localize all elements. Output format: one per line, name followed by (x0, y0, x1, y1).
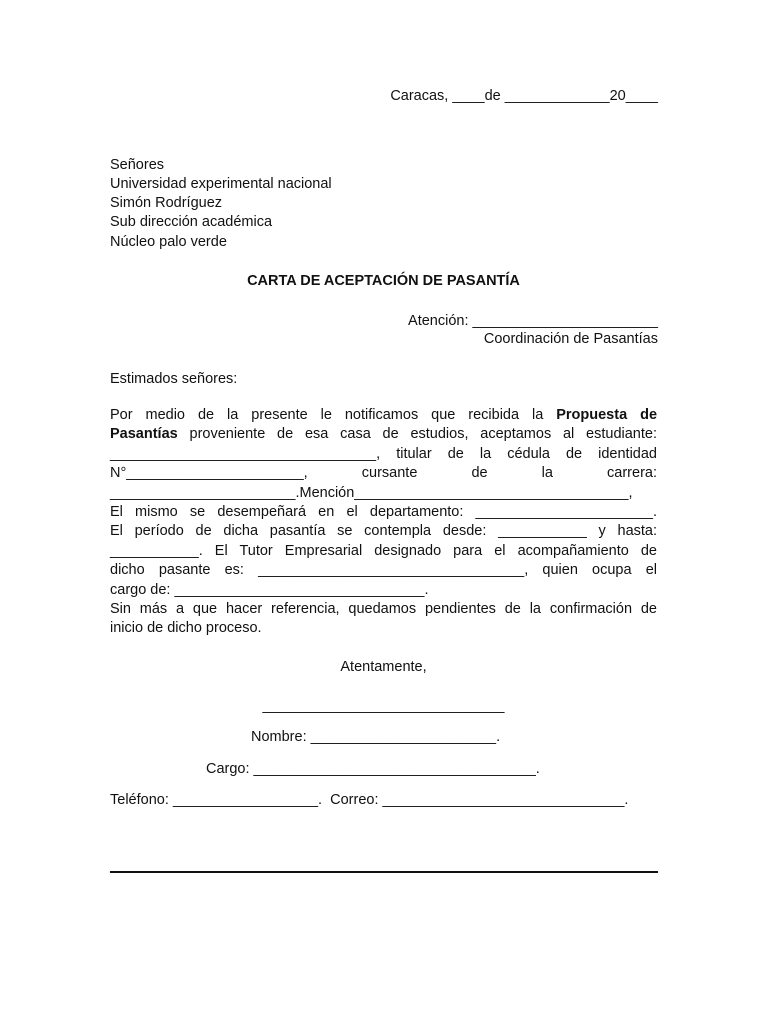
date-line: Caracas, ____de _____________20____ (390, 88, 658, 104)
body-bold-text: Propuesta de (556, 407, 658, 423)
recipient-line: Señores (110, 157, 165, 173)
recipient-line: Núcleo palo verde (110, 234, 227, 250)
body-line: cargo de: _______________________________. (110, 581, 429, 598)
body-text: Por medio de la presente le notificamos que recibida la (110, 407, 557, 423)
signer-name: Nombre: _______________________. (251, 729, 501, 745)
recipient-line: Universidad experimental nacional (110, 176, 332, 192)
body-bold-text: Pasantías (110, 426, 178, 443)
body-line: El mismo se desempeñará en el departamento: ______________________. (110, 504, 657, 521)
footer-rule (110, 871, 658, 873)
body-line: N°______________________, cursante de la carrera: (110, 465, 657, 482)
signer-contact: Teléfono: __________________. Correo: ______________________________. (110, 792, 629, 808)
recipient-line: Sub dirección académica (110, 214, 273, 230)
letter-title: CARTA DE ACEPTACIÓN DE PASANTÍA (247, 273, 520, 289)
body-line (110, 406, 657, 425)
attention-line: Atención: _______________________ (408, 313, 658, 329)
body-line: ___________. El Tutor Empresarial designado para el acompañamiento de (110, 542, 657, 559)
recipient-line: Simón Rodríguez (110, 195, 223, 211)
signer-position: Cargo: ___________________________________. (206, 761, 540, 777)
letter-body (110, 406, 657, 639)
body-line: _________________________________, titular de la cédula de identidad (110, 445, 657, 462)
signature-line: ______________________________ (262, 698, 505, 714)
body-line: inicio de dicho proceso. (110, 620, 262, 637)
body-line: El período de dicha pasantía se contempla desde: ___________ y hasta: (110, 523, 657, 540)
salutation: Estimados señores: (110, 371, 238, 387)
attention-department: Coordinación de Pasantías (483, 331, 658, 347)
closing: Atentamente, (340, 659, 427, 675)
body-line: _______________________.Mención__________________________________, (110, 484, 633, 501)
body-line (110, 425, 657, 444)
body-line: Sin más a que hacer referencia, quedamos pendientes de la confirmación de (110, 601, 657, 618)
body-line: dicho pasante es: _________________________________, quien ocupa el (110, 562, 657, 579)
body-text: proveniente de esa casa de estudios, aceptamos al estudiante: (177, 426, 657, 443)
